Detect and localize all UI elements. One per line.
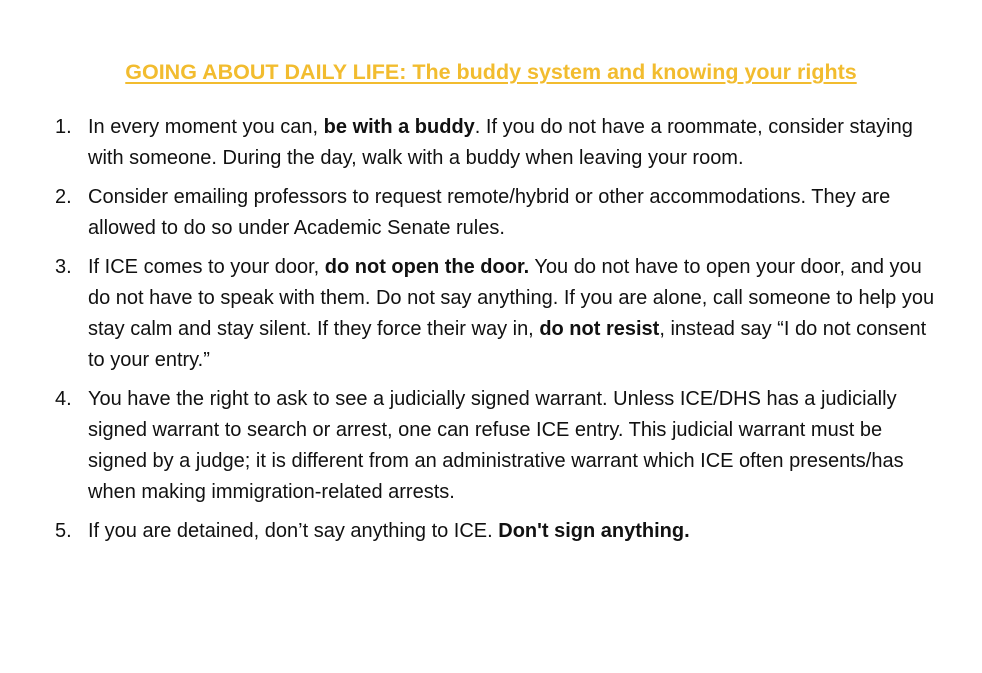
list-item-number: 4.: [55, 388, 72, 410]
emphasis-text: do not open the door.: [324, 256, 530, 278]
list-item: [55, 182, 935, 244]
emphasis-text: do not resist: [539, 318, 660, 340]
list-item-number: 5.: [55, 520, 72, 542]
list-item-text: [88, 116, 913, 169]
list-item-text: [88, 520, 690, 542]
list-item: [55, 252, 935, 376]
list-item-text: [88, 186, 890, 239]
body-text: , instead say “I do not consent to your entry.”: [88, 318, 927, 371]
body-text: If ICE comes to your door,: [88, 256, 325, 278]
rights-list: [55, 112, 935, 555]
body-text: You have the right to ask to see a judicially signed warrant. Unless ICE/DHS has a judicially signed warrant to search or arrest, one can refuse ICE entry. This judicial warrant must be signed by a judge; it is different from an administrative warrant which ICE often presents/has when making immigration-related arrests.: [88, 388, 904, 503]
list-item: [55, 384, 935, 508]
body-text: You do not have to open your door, and you do not have to speak with them. Do not say anything. If you are alone, call someone to help you stay calm and stay silent. If they force their way in,: [88, 256, 935, 340]
body-text: . If you do not have a roommate, consider staying with someone. During the day, walk with a buddy when leaving your room.: [88, 116, 913, 169]
list-item: [55, 516, 935, 547]
page-title: GOING ABOUT DAILY LIFE: The buddy system and knowing your rights: [125, 60, 857, 84]
list-item-number: 1.: [55, 116, 72, 138]
list-item-number: 2.: [55, 186, 72, 208]
emphasis-text: be with a buddy: [323, 116, 475, 138]
list-item-text: [88, 256, 934, 371]
body-text: In every moment you can,: [88, 116, 324, 138]
body-text: If you are detained, don’t say anything to ICE.: [88, 520, 499, 542]
emphasis-text: Don't sign anything.: [498, 520, 690, 542]
body-text: Consider emailing professors to request remote/hybrid or other accommodations. They are allowed to do so under Academic Senate rules.: [88, 186, 891, 239]
list-item: [55, 112, 935, 174]
list-item-text: [88, 388, 904, 503]
list-item-number: 3.: [55, 256, 72, 278]
